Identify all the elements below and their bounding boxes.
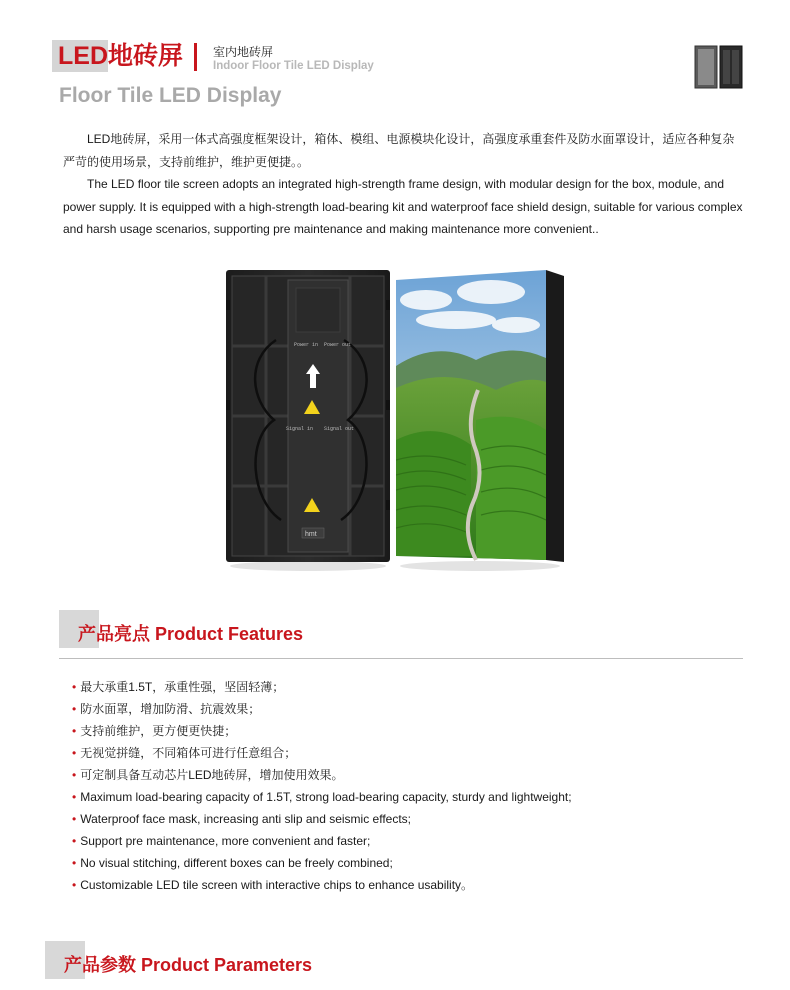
list-item: • 无视觉拼缝，不同箱体可进行任意组合； [72,746,297,760]
parameters-heading: 产品参数 Product Parameters [64,955,313,975]
cabinet-back-image [226,270,390,572]
section-divider [59,658,743,659]
list-item: • 支持前维护，更方便更快捷； [72,724,237,738]
subtitle-chinese: 室内地砖屏 [213,45,274,59]
power-out-label: Power out [324,342,352,348]
bullet-icon: • [72,812,77,826]
bullet-icon: • [72,702,77,716]
cabinet-front-image [396,270,564,572]
brand-logo: hmt [305,531,317,538]
intro-english: The LED floor tile screen adopts an integrated high-strength frame design, with modular design for the box, module, and power supply. It is equipped with a high-strength load-bearing kit and waterproof face shield design, suitable for various complex and harsh usage scenarios, supporting pre maintenance and making maintenance more convenient.. [63,177,743,236]
bullet-icon: • [72,680,77,694]
page-title: LED地砖屏 [58,42,184,70]
product-thumbnail [694,44,744,90]
bullet-icon: • [72,746,77,760]
bullet-icon: • [72,878,77,892]
list-item: • 可定制具备互动芯片LED地砖屏，增加使用效果。 [72,768,344,782]
list-item: • Waterproof face mask, increasing anti slip and seismic effects; [72,812,412,826]
list-item: • Customizable LED tile screen with interactive chips to enhance usability。 [72,878,474,892]
bullet-icon: • [72,834,77,848]
bullet-icon: • [72,856,77,870]
features-list [72,676,752,896]
signal-in-label: Signal in [286,426,314,432]
intro-chinese: LED地砖屏，采用一体式高强度框架设计，箱体、模组、电源模块化设计，高强度承重套件及防水面罩设计，适应各种复杂严苛的使用场景，支持前维护，维护更便捷。。 [63,132,735,169]
features-heading: 产品亮点 Product Features [78,624,304,644]
list-item: • Support pre maintenance, more convenient and faster; [72,834,371,848]
bullet-icon: • [72,724,77,738]
list-item: • 防水面罩，增加防滑、抗震效果； [72,702,261,716]
bullet-icon: • [72,790,77,804]
power-in-label: Power in [294,342,319,348]
title-divider [194,43,197,71]
subtitle-english: Indoor Floor Tile LED Display [213,60,374,72]
english-heading: Floor Tile LED Display [59,84,282,107]
list-item: • No visual stitching, different boxes can be freely combined; [72,856,393,870]
list-item: • 最大承重1.5T，承重性强，坚固轻薄； [72,680,285,694]
list-item: • Maximum load-bearing capacity of 1.5T, strong load-bearing capacity, sturdy and lightweight; [72,790,572,804]
signal-out-label: Signal out [324,426,355,432]
bullet-icon: • [72,768,77,782]
